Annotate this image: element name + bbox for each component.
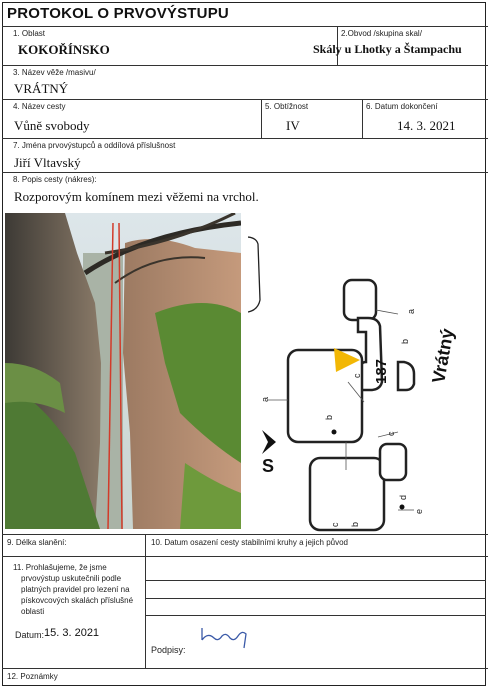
popis-value: Rozporovým komínem mezi věžemi na vrchol. xyxy=(14,189,259,204)
prohlasujeme-label: 11. Prohlašujeme, že jsme prvovýstup uskutečnili podle platných pravidel pro lezení na pískovcových skalách příslušné oblasti xyxy=(13,563,134,616)
route-number: 187 xyxy=(373,358,390,384)
svg-text:a: a xyxy=(406,308,416,314)
datum-dokonceni-label: 6. Datum dokončení xyxy=(366,102,438,111)
datum-label: Datum: xyxy=(15,630,45,640)
svg-text:c: c xyxy=(352,373,362,378)
jmena-value: Jiří Vltavský xyxy=(14,155,81,170)
divider xyxy=(2,556,488,557)
svg-text:c: c xyxy=(330,522,340,527)
delka-label: 9. Délka slanění: xyxy=(7,538,67,547)
cesta-value: Vůně svobody xyxy=(14,118,90,133)
obvod-label: 2.Obvod /skupina skal/ xyxy=(341,29,422,38)
divider xyxy=(362,99,363,138)
svg-text:b: b xyxy=(350,521,360,527)
svg-text:a: a xyxy=(260,396,270,402)
tower-name: Vrátný xyxy=(428,327,458,385)
signature-image xyxy=(196,620,256,650)
svg-text:b: b xyxy=(400,338,410,344)
route-map xyxy=(248,232,484,532)
poznamky-label: 12. Poznámky xyxy=(7,672,58,681)
oblast-label: 1. Oblast xyxy=(13,29,46,38)
divider xyxy=(2,668,488,669)
datum-value: 15. 3. 2021 xyxy=(44,627,100,639)
divider xyxy=(2,26,488,27)
north-arrow-icon xyxy=(262,430,276,454)
popis-label: 8. Popis cesty (nákres): xyxy=(13,175,97,184)
divider xyxy=(2,99,488,100)
jmena-label: 7. Jména prvovýstupců a oddílová příslušnost xyxy=(13,141,176,150)
vez-value: VRÁTNÝ xyxy=(14,81,69,96)
divider xyxy=(261,99,262,138)
divider xyxy=(2,65,488,66)
obtiznost-label: 5. Obtížnost xyxy=(265,102,309,111)
datum-dokonceni-value: 14. 3. 2021 xyxy=(397,118,456,133)
cesta-label: 4. Název cesty xyxy=(13,102,66,111)
svg-text:e: e xyxy=(414,508,424,514)
svg-text:c: c xyxy=(386,431,396,436)
south-label: S xyxy=(262,456,275,476)
document-title: PROTOKOL O PRVOVÝSTUPU xyxy=(7,5,229,22)
oblast-value: KOKOŘÍNSKO xyxy=(18,42,110,57)
datum-osazeni-label: 10. Datum osazení cesty stabilními kruhy a jejich původ xyxy=(151,538,348,547)
divider xyxy=(2,172,488,173)
divider xyxy=(2,534,488,535)
obtiznost-value: IV xyxy=(286,118,300,133)
obvod-value: Skály u Lhotky a Štampachu xyxy=(313,42,462,56)
vez-label: 3. Název věže /masivu/ xyxy=(13,68,96,77)
divider xyxy=(2,138,488,139)
divider xyxy=(145,580,486,581)
divider xyxy=(145,598,486,599)
divider xyxy=(145,534,146,668)
svg-text:b: b xyxy=(324,414,334,420)
divider xyxy=(145,615,486,616)
podpisy-label: Podpisy: xyxy=(151,645,186,655)
svg-text:d: d xyxy=(398,494,408,500)
route-photo xyxy=(5,213,241,529)
